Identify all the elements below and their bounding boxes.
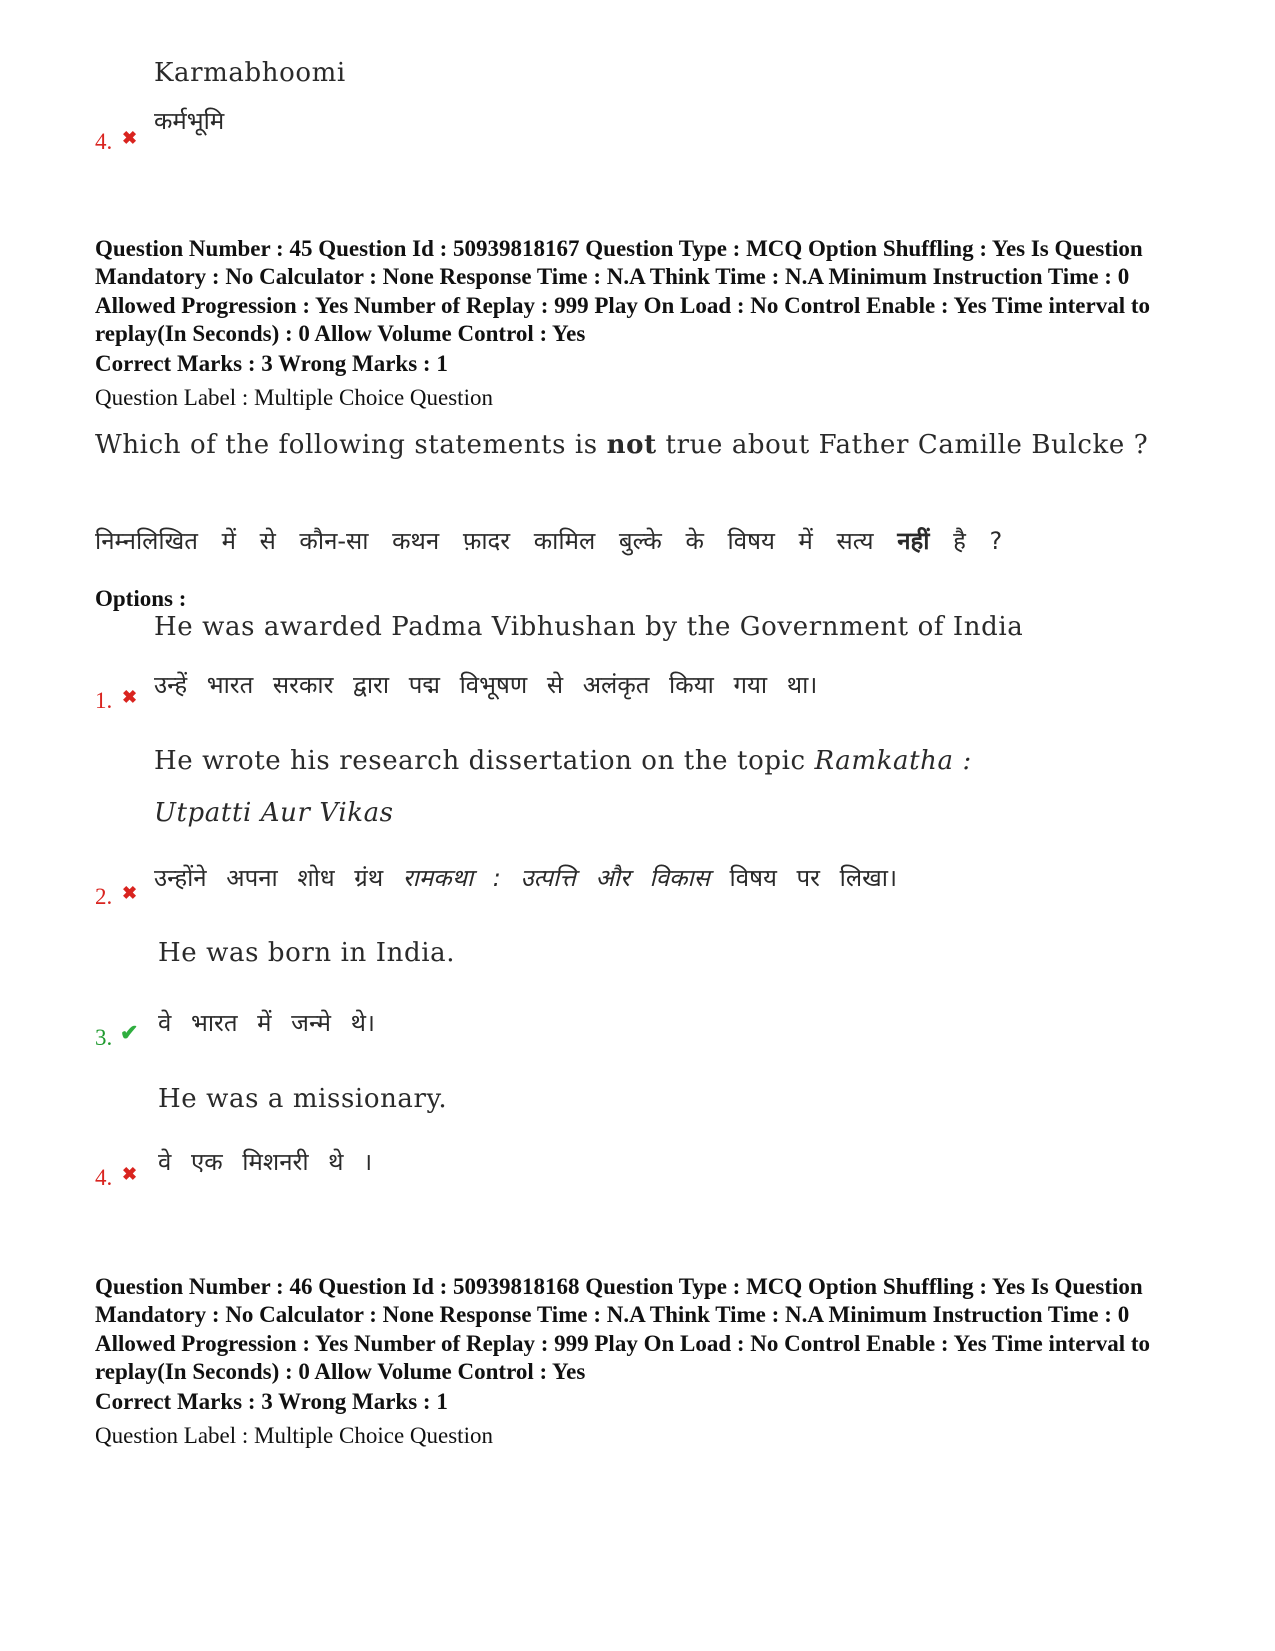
cross-mark-icon: ✖ (122, 128, 138, 148)
option-1-hindi: उन्हें भारत सरकार द्वारा पद्म विभूषण से अलंकृत किया गया था। (154, 671, 818, 699)
cross-mark-icon: ✖ (122, 883, 138, 903)
question-45-meta: Question Number : 45 Question Id : 50939818167 Question Type : MCQ Option Shuffling : Yes Is Question Mandatory : No Calculator : None Response Time : N.A Think Time : N.A Minimum Instruction Time : 0 Allowed Progression : Yes Number of Replay : 999 Play On Load : No Control Enable : Yes Time interval to replay(In Seconds) : 0 Allow Volume Control : Yes (95, 236, 1151, 346)
option-4-number: 4. (95, 1165, 113, 1190)
prev-option-number: 4. (95, 129, 113, 154)
option-1-number: 1. (95, 688, 113, 713)
option-2-hindi-part1: उन्होंने अपना शोध ग्रंथ (154, 864, 403, 892)
cross-mark-icon: ✖ (122, 687, 138, 707)
option-2-hindi-italic: रामकथा : उत्पत्ति और विकास (402, 864, 710, 892)
question-46-marks: Correct Marks : 3 Wrong Marks : 1 (95, 1389, 448, 1414)
question-45-text-hi-bold: नहीं (897, 527, 930, 555)
cross-mark-icon: ✖ (122, 1164, 138, 1184)
option-2-english-part1: He wrote his research dissertation on the topic (154, 746, 815, 776)
question-45-text-hindi (95, 524, 1002, 557)
question-45-text-en-part1: Which of the following statements is (95, 430, 607, 460)
question-46-meta: Question Number : 46 Question Id : 50939818168 Question Type : MCQ Option Shuffling : Yes Is Question Mandatory : No Calculator : None Response Time : N.A Think Time : N.A Minimum Instruction Time : 0 Allowed Progression : Yes Number of Replay : 999 Play On Load : No Control Enable : Yes Time interval to replay(In Seconds) : 0 Allow Volume Control : Yes (95, 1274, 1151, 1384)
question-45-text-hi-part1: निम्नलिखित में से कौन-सा कथन फ़ादर कामिल बुल्के के विषय में सत्य (95, 527, 898, 555)
option-2-english-line1 (154, 746, 972, 776)
question-45-text-hi-part2: है ? (929, 527, 1003, 555)
check-mark-icon: ✔ (120, 1020, 139, 1045)
option-2-hindi-part2: विषय पर लिखा। (709, 864, 898, 892)
option-2-number: 2. (95, 884, 113, 909)
option-4-hindi: वे एक मिशनरी थे । (158, 1148, 373, 1176)
option-2-english-line2 (154, 798, 394, 828)
option-2-hindi (154, 861, 897, 894)
option-3-number: 3. (95, 1025, 113, 1050)
option-1-english: He was awarded Padma Vibhushan by the Government of India (154, 612, 1024, 642)
option-4-english: He was a missionary. (158, 1084, 448, 1114)
question-45-text-en-part2: true about Father Camille Bulcke ? (656, 430, 1149, 460)
option-3-english: He was born in India. (158, 938, 456, 968)
question-45-text-en-bold: not (606, 430, 657, 460)
question-45-label: Question Label : Multiple Choice Question (95, 385, 493, 410)
options-heading: Options : (95, 586, 187, 611)
option-3-hindi: वे भारत में जन्मे थे। (158, 1009, 376, 1037)
question-46-label: Question Label : Multiple Choice Question (95, 1423, 493, 1448)
question-45-text-english (95, 418, 1175, 472)
prev-option-hindi: कर्मभूमि (154, 107, 225, 135)
prev-option-english: Karmabhoomi (154, 58, 346, 88)
option-2-english-italic1: Ramkatha : (814, 746, 972, 776)
question-45-marks: Correct Marks : 3 Wrong Marks : 1 (95, 351, 448, 376)
option-2-english-italic2: Utpatti Aur Vikas (154, 798, 394, 828)
